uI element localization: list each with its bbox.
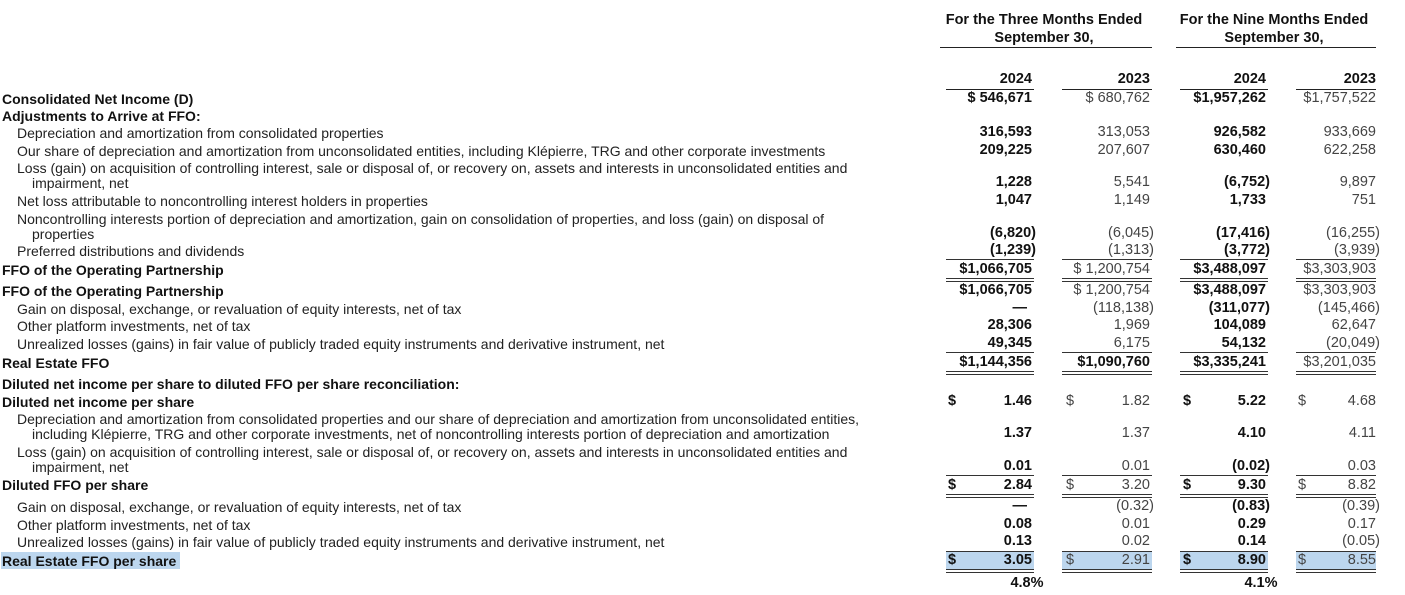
cell: 2.84 (1003, 477, 1032, 493)
header-nine-months-line2: September 30, (1224, 30, 1324, 46)
cell: 4.68 (1347, 393, 1376, 409)
cell: (3,772) (1224, 242, 1270, 258)
cell: $3,335,241 (1193, 354, 1266, 370)
cell: (1,313) (1108, 242, 1154, 258)
currency-symbol: $ (1183, 552, 1192, 568)
cell: $ 1,200,754 (1073, 261, 1150, 277)
cell: 0.03 (1347, 458, 1376, 474)
cell: 8.82 (1347, 477, 1376, 493)
cell: (118,138) (1093, 300, 1154, 316)
cell: 62,647 (1331, 317, 1376, 333)
cell: 0.13 (1003, 533, 1032, 549)
row-label: Other platform investments, net of tax (17, 517, 251, 533)
cell: 313,053 (1097, 124, 1150, 140)
row-label: Loss (gain) on acquisition of controlling interest, sale or disposal of, or recovery on, assets and interests in unconsolidated entities and (17, 444, 848, 460)
header-nine-months-rule (1176, 47, 1376, 48)
row-label: FFO of the Operating Partnership (2, 283, 224, 299)
currency-symbol: $ (948, 393, 957, 409)
row-label: Other platform investments, net of tax (17, 318, 251, 334)
cell: $3,488,097 (1193, 282, 1266, 298)
cell: $1,090,760 (1077, 354, 1150, 370)
growth-three-months: 4.8% (1010, 575, 1044, 591)
cell: 1.37 (1121, 425, 1150, 441)
row-label: FFO of the Operating Partnership (2, 262, 224, 278)
total-double-rule (1296, 371, 1376, 375)
row-label-cont: impairment, net (32, 459, 129, 475)
currency-symbol: $ (1066, 393, 1075, 409)
cell: (311,077) (1208, 300, 1270, 316)
currency-symbol: $ (1066, 552, 1075, 568)
subtotal-rule (1062, 259, 1152, 260)
cell: (3,939) (1334, 242, 1380, 258)
row-label: Adjustments to Arrive at FFO: (2, 108, 201, 124)
row-label: Depreciation and amortization from consolidated properties and our share of depreciation and amortization from unconsolidated entities, (17, 411, 860, 427)
header-nine-months-line1: For the Nine Months Ended (1179, 12, 1369, 28)
subtotal-rule (1180, 259, 1268, 260)
total-double-rule (1062, 371, 1152, 375)
year-col2: 2023 (1117, 71, 1150, 87)
row-label: Our share of depreciation and amortization from unconsolidated entities, including Klépierre, TRG and other corporate investments (17, 143, 826, 159)
cell: 630,460 (1213, 142, 1266, 158)
cell: 0.02 (1121, 533, 1150, 549)
row-label: Noncontrolling interests portion of depreciation and amortization, gain on consolidation of properties, and loss (gain) on disposal of (17, 211, 825, 227)
cell: — (1012, 498, 1027, 514)
cell: 933,669 (1323, 124, 1376, 140)
row-label: Net loss attributable to noncontrolling interest holders in properties (17, 193, 428, 209)
cell: $3,303,903 (1303, 261, 1376, 277)
row-label: Diluted FFO per share (2, 477, 149, 493)
cell: 54,132 (1221, 335, 1266, 351)
row-label: Real Estate FFO (2, 355, 110, 371)
cell: $ 1,200,754 (1073, 282, 1150, 298)
cell: 9,897 (1339, 174, 1376, 190)
cell: 1.82 (1121, 393, 1150, 409)
cell: $3,303,903 (1303, 282, 1376, 298)
cell: 0.14 (1237, 533, 1266, 549)
cell: 0.29 (1237, 516, 1266, 532)
currency-symbol: $ (1298, 393, 1307, 409)
row-label: Consolidated Net Income (D) (2, 91, 194, 107)
cell: (6,045) (1108, 225, 1154, 241)
currency-symbol: $ (948, 552, 957, 568)
cell: 207,607 (1097, 142, 1150, 158)
total-double-rule (946, 569, 1034, 573)
cell: 4.10 (1237, 425, 1266, 441)
row-label-cont: including Klépierre, TRG and other corporate investments, net of noncontrolling interests portion of depreciation and amortization (32, 426, 830, 442)
subtotal-rule (946, 259, 1034, 260)
cell: 1,149 (1113, 192, 1150, 208)
total-double-rule (1296, 569, 1376, 573)
cell: 0.01 (1121, 458, 1150, 474)
cell: 1,047 (995, 192, 1032, 208)
row-label: Unrealized losses (gains) in fair value of publicly traded equity instruments and derivative instrument, net (17, 336, 665, 352)
cell: 0.08 (1003, 516, 1032, 532)
cell: 8.90 (1237, 552, 1266, 568)
currency-symbol: $ (1066, 477, 1075, 493)
cell: 5,541 (1113, 174, 1150, 190)
cell: 4.11 (1348, 425, 1376, 441)
cell: $1,066,705 (959, 261, 1032, 277)
cell: 8.55 (1347, 552, 1376, 568)
cell: — (1012, 300, 1027, 316)
cell: 5.22 (1237, 393, 1266, 409)
cell: 6,175 (1113, 335, 1150, 351)
header-three-months-line1: For the Three Months Ended (945, 12, 1143, 28)
subtotal-rule (1296, 259, 1376, 260)
header-three-months (930, 11, 1158, 47)
year-col4: 2023 (1343, 71, 1376, 87)
row-label: Gain on disposal, exchange, or revaluation of equity interests, net of tax (17, 499, 462, 515)
currency-symbol: $ (1183, 393, 1192, 409)
subtotal-rule (1296, 475, 1376, 476)
year-col1: 2024 (999, 71, 1032, 87)
growth-nine-months: 4.1% (1244, 575, 1278, 591)
cell: 1.37 (1003, 425, 1032, 441)
subtotal-rule (1180, 475, 1268, 476)
header-nine-months (1163, 11, 1385, 47)
cell: 28,306 (987, 317, 1032, 333)
cell: 209,225 (979, 142, 1032, 158)
cell: (0.02) (1232, 458, 1270, 474)
total-double-rule (1180, 371, 1268, 375)
cell: 9.30 (1237, 477, 1266, 493)
row-label: Depreciation and amortization from consolidated properties (17, 125, 384, 141)
row-label: Loss (gain) on acquisition of controlling interest, sale or disposal of, or recovery on, assets and interests in unconsolidated entities and (17, 160, 848, 176)
cell: 3.20 (1121, 477, 1150, 493)
cell: 1,228 (995, 174, 1032, 190)
subtotal-rule (946, 475, 1034, 476)
subtotal-rule (1296, 352, 1376, 353)
total-double-rule (1180, 569, 1268, 573)
cell: (20,049) (1325, 335, 1380, 351)
total-double-rule (1062, 569, 1152, 573)
cell: (1,239) (990, 242, 1036, 258)
cell: 622,258 (1323, 142, 1376, 158)
cell: 926,582 (1213, 124, 1266, 140)
cell: $ 680,762 (1085, 90, 1150, 106)
currency-symbol: $ (1183, 477, 1192, 493)
cell: $1,957,262 (1193, 90, 1266, 106)
cell: 0.17 (1347, 516, 1376, 532)
cell: 1.46 (1003, 393, 1032, 409)
cell: 3.05 (1003, 552, 1032, 568)
row-label: Diluted net income per share to diluted FFO per share reconciliation: (2, 376, 460, 392)
cell: (0.83) (1232, 498, 1270, 514)
cell: (0.39) (1342, 498, 1380, 514)
cell: (0.32) (1116, 498, 1154, 514)
row-label: Preferred distributions and dividends (17, 243, 245, 259)
cell: (16,255) (1325, 225, 1380, 241)
subtotal-rule (1180, 352, 1268, 353)
year-col3: 2024 (1233, 71, 1266, 87)
currency-symbol: $ (948, 477, 957, 493)
currency-symbol: $ (1298, 552, 1307, 568)
row-label: Diluted net income per share (2, 394, 195, 410)
cell: (6,820) (990, 225, 1036, 241)
cell: 1,733 (1229, 192, 1266, 208)
subtotal-rule (1062, 352, 1152, 353)
total-double-rule (946, 371, 1034, 375)
subtotal-rule (946, 352, 1034, 353)
cell: (145,466) (1317, 300, 1380, 316)
cell: 0.01 (1121, 516, 1150, 532)
cell: $ 546,671 (967, 90, 1032, 106)
currency-symbol: $ (1298, 477, 1307, 493)
header-three-months-line2: September 30, (994, 30, 1094, 46)
row-label: Unrealized losses (gains) in fair value of publicly traded equity instruments and derivative instrument, net (17, 534, 665, 550)
cell: $1,757,522 (1303, 90, 1376, 106)
subtotal-rule (1062, 475, 1152, 476)
cell: 1,969 (1113, 317, 1150, 333)
row-label-real-estate-ffo-per-share: Real Estate FFO per share (2, 553, 177, 569)
cell: 104,089 (1213, 317, 1266, 333)
row-label-cont: impairment, net (32, 175, 129, 191)
cell: $3,201,035 (1303, 354, 1376, 370)
row-label: Gain on disposal, exchange, or revaluation of equity interests, net of tax (17, 301, 462, 317)
cell: $1,144,356 (959, 354, 1032, 370)
cell: $3,488,097 (1193, 261, 1266, 277)
cell: 316,593 (979, 124, 1032, 140)
cell: 0.01 (1003, 458, 1032, 474)
cell: (6,752) (1224, 174, 1270, 190)
cell: 751 (1351, 192, 1376, 208)
cell: (0.05) (1342, 533, 1380, 549)
row-label-cont: properties (32, 226, 95, 242)
cell: $1,066,705 (959, 282, 1032, 298)
header-three-months-rule (940, 47, 1152, 48)
cell: 49,345 (987, 335, 1032, 351)
cell: (17,416) (1215, 225, 1270, 241)
cell: 2.91 (1121, 552, 1150, 568)
